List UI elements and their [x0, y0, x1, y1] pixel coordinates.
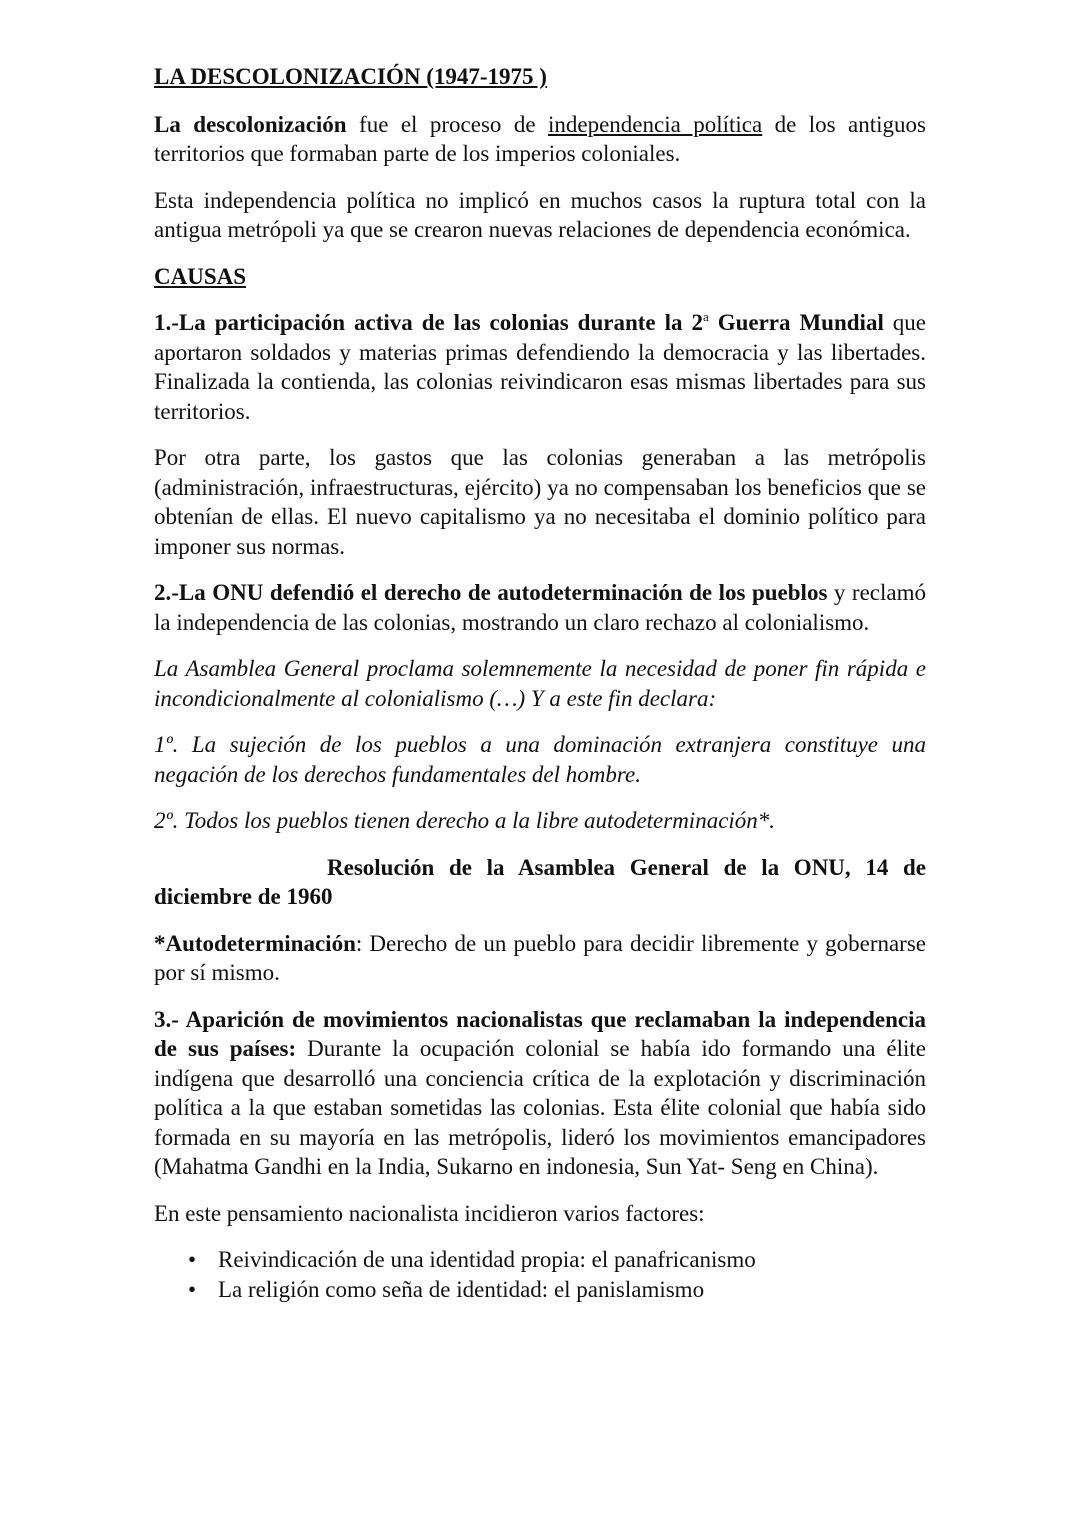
cause-2-paragraph: [154, 578, 926, 637]
cause-1-paragraph: [154, 308, 926, 426]
list-item: • Reivindicación de una identidad propia: el panafricanismo: [188, 1245, 926, 1275]
list-item: • La religión como seña de identidad: el panislamismo: [188, 1275, 926, 1305]
cause-3-paragraph: [154, 1005, 926, 1182]
causas-heading: CAUSAS: [154, 263, 247, 289]
intro-text-b: de los antiguos territorios que formaban parte de los imperios coloniales.: [154, 111, 926, 166]
quote-source: Resolución de la Asamblea General de la ONU, 14 de diciembre de 1960: [154, 854, 926, 909]
page-title: LA DESCOLONIZACIÓN (1947-1975 ): [154, 64, 547, 89]
intro-paragraph: [154, 110, 926, 169]
intro-underlined: independencia política: [547, 111, 763, 137]
quote-line-2: 1º. La sujeción de los pueblos a una dominación extranjera constituye una negación de los derechos fundamentales del hombre.: [154, 732, 926, 787]
cause-2-text: y reclamó la independencia de las colonias, mostrando un claro rechazo al colonialismo.: [154, 580, 926, 635]
cause-3-bold: 3.- Aparición de movimientos nacionalistas que reclamaban la independencia de sus países:: [154, 1006, 926, 1061]
cause-1-superscript: a: [702, 309, 709, 324]
cause-1-bold-b: Guerra Mundial: [708, 310, 884, 335]
document-body: [154, 62, 926, 1305]
cause-1-text: que aportaron soldados y materias primas defendiendo la democracia y las libertades. Finalizada la contienda, las colonias reivindicaron esas mismas libertades para sus territorios.: [154, 310, 926, 424]
intro-text-a: fue el proceso de: [346, 111, 548, 137]
intro-paragraph-2: Esta independencia política no implicó en muchos casos la ruptura total con la antigua metrópoli ya que se crearon nuevas relaciones de dependencia económica.: [154, 187, 926, 242]
cause-2-bold: 2.-La ONU defendió el derecho de autodeterminación de los pueblos: [154, 580, 828, 605]
cause-1-paragraph-2: Por otra parte, los gastos que las colonias generaban a las metrópolis (administración, infraestructuras, ejército) ya no compensaban los beneficios que se obtenían de ellas. El nuevo capitalismo ya no necesitaba el dominio político para imponer sus normas.: [154, 445, 926, 559]
definition-text: : Derecho de un pueblo para decidir libremente y gobernarse por sí mismo.: [154, 930, 926, 985]
quote-line-1: La Asamblea General proclama solemnemente la necesidad de poner fin rápida e incondicionalmente al colonialismo (…) Y a este fin declara:: [154, 656, 926, 711]
cause-3-text: Durante la ocupación colonial se había ido formando una élite indígena que desarrolló una conciencia crítica de la explotación y discriminación política a la que estaban sometidas las colonias. Esta élite colonial que había sido formada en su mayoría en las metrópolis, lideró los movimientos emancipadores (Mahatma Gandhi en la India, Sukarno en indonesia, Sun Yat- Seng en China).: [154, 1036, 926, 1179]
definition-paragraph: [154, 929, 926, 988]
definition-term: *Autodeterminación: [154, 930, 356, 956]
quote-line-3: 2º. Todos los pueblos tienen derecho a la libre autodeterminación*.: [154, 808, 776, 833]
factors-list: [154, 1245, 926, 1305]
cause-1-bold-a: 1.-La participación activa de las colonias durante la 2: [154, 310, 703, 335]
intro-term: La descolonización: [154, 111, 347, 137]
factors-intro: En este pensamiento nacionalista incidieron varios factores:: [154, 1200, 705, 1226]
